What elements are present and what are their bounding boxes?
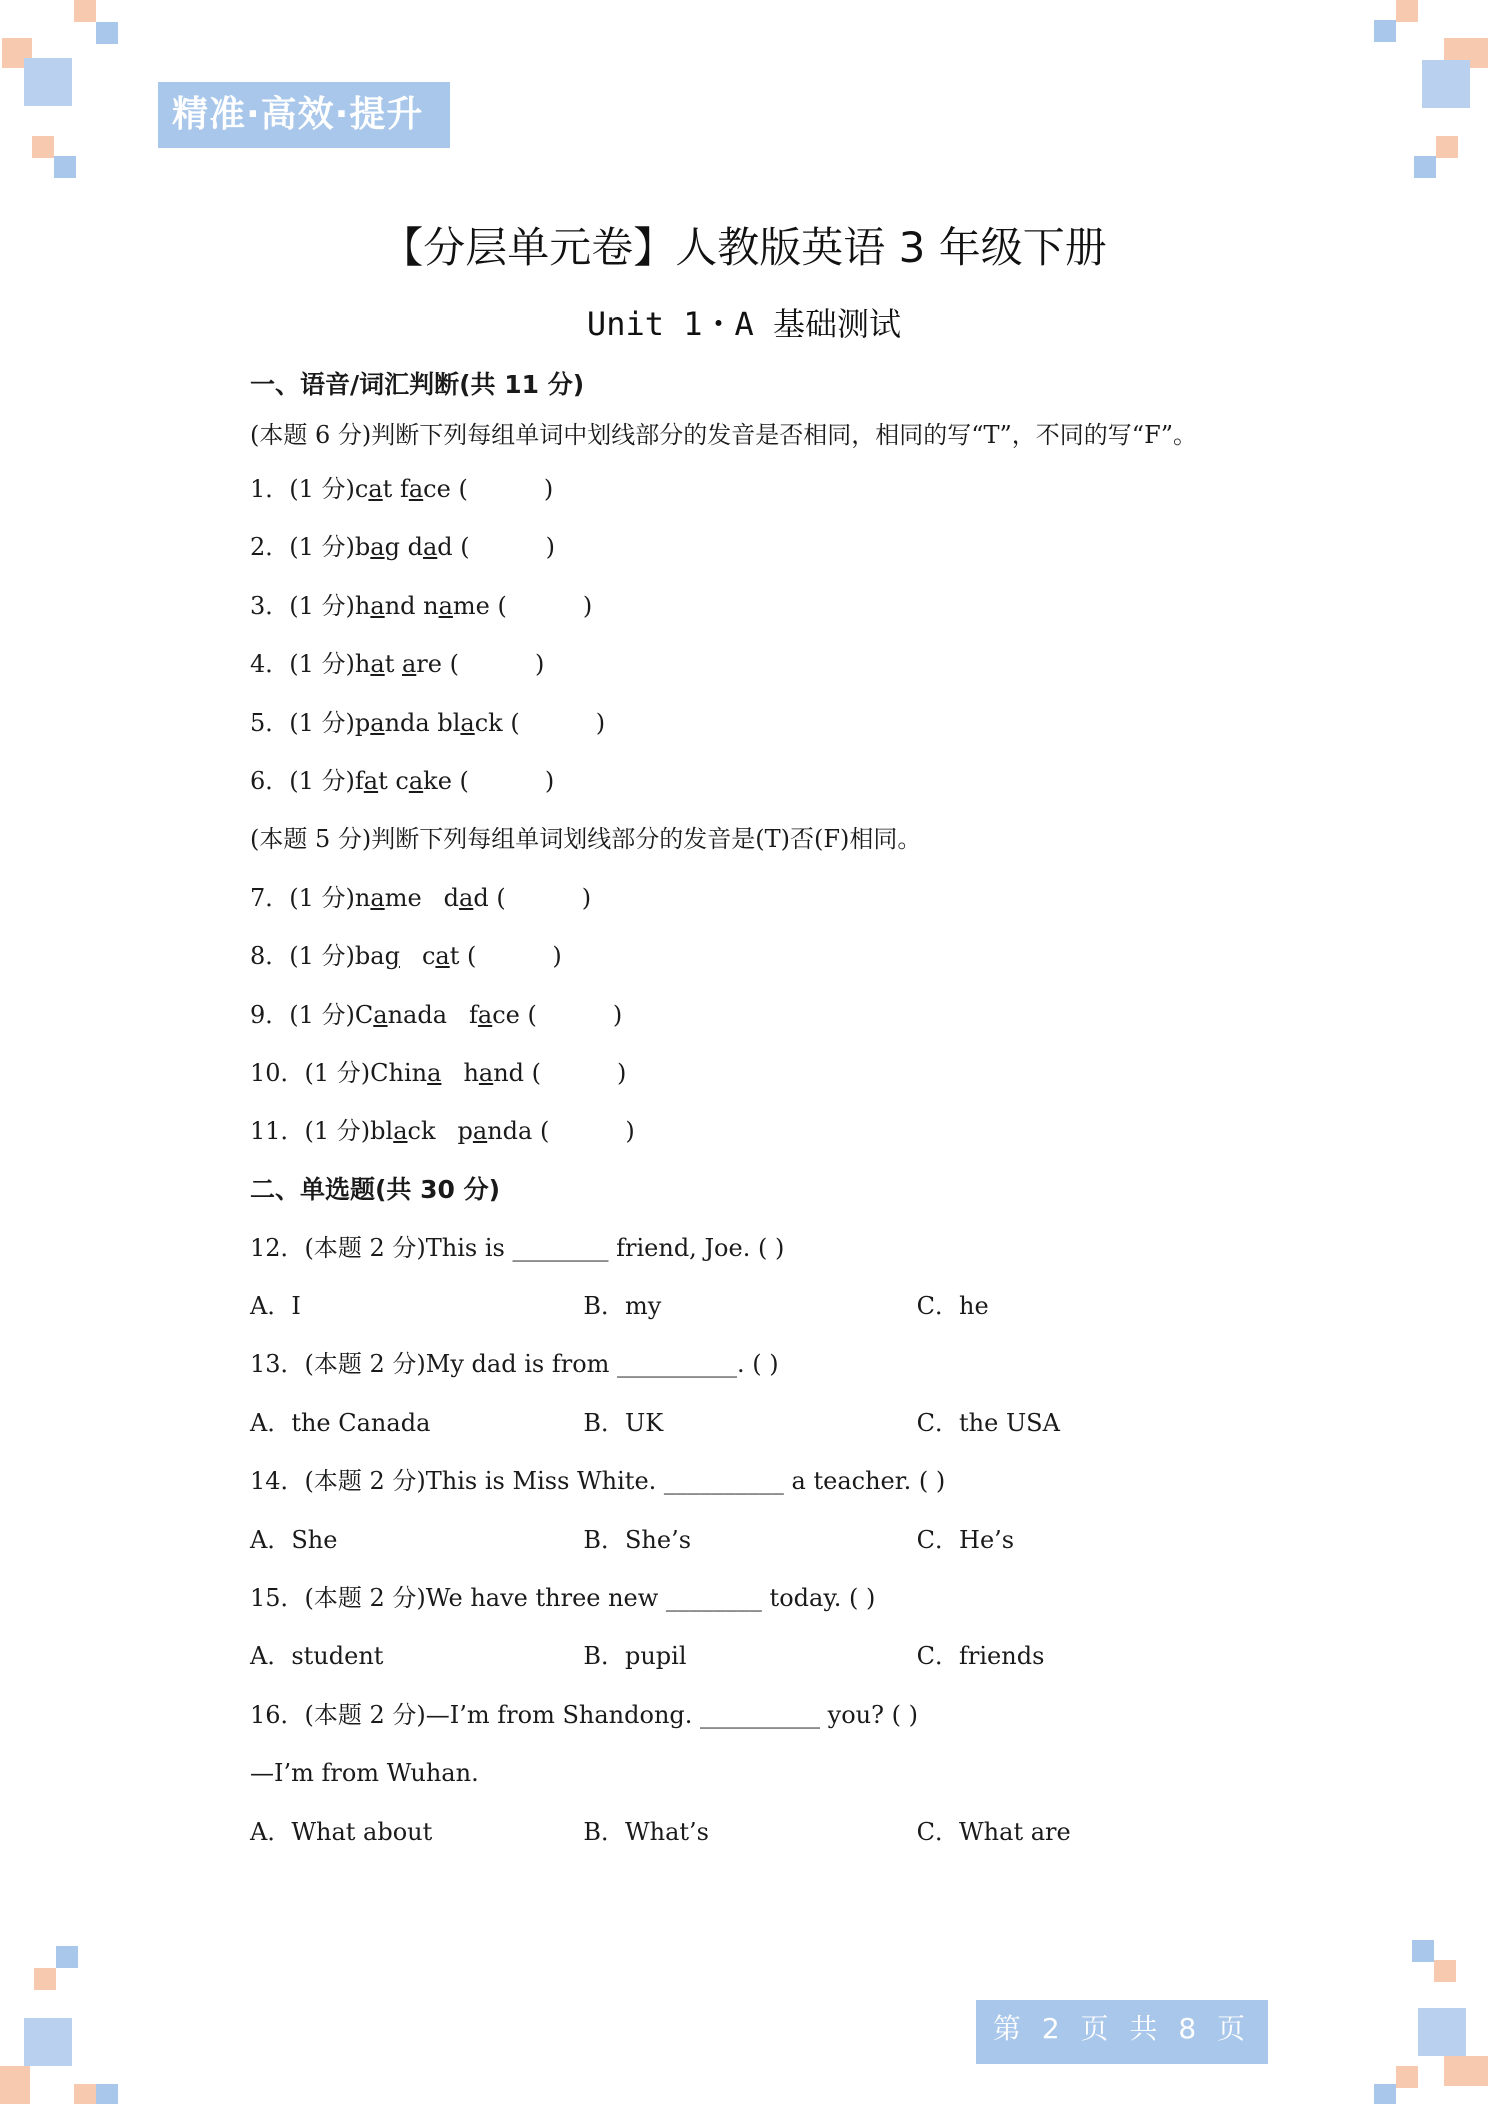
item-number: 8．(1 分) [250,942,355,971]
word-text: nd [493,1058,525,1087]
option-a[interactable]: A．the Canada [250,1408,431,1437]
option-a[interactable]: A．She [250,1525,338,1554]
word-text: n [415,591,439,620]
section-heading-choice: 二、单选题(共 30 分) [250,1174,501,1204]
paren-close: ) [534,650,545,679]
word-text: t [378,766,388,795]
option-c[interactable]: C．the USA [916,1408,1060,1437]
paren-close: ) [595,708,606,737]
phonics-item [250,460,1250,518]
phonics-item [250,752,1250,810]
word-text: ( [459,942,477,971]
phonics-item [250,869,1250,927]
question-stem: 15．(本题 2 分)We have three new ________ today. ( ) [250,1584,876,1613]
question-stem: 14．(本题 2 分)This is Miss White. __________ a teacher. ( ) [250,1467,946,1496]
underlined-letters: g [384,942,400,971]
item-number: 7．(1 分) [250,883,355,912]
phonics-item [250,927,1250,985]
underlined-letters: a [435,942,450,971]
underlined-letters: a [401,650,417,679]
item-number: 5．(1 分) [250,708,355,737]
word-text: ( [452,533,470,562]
word-text: f [354,766,364,795]
word-text: c [387,766,409,795]
underlined-letters: a [460,708,475,737]
option-row [250,1627,1250,1685]
underlined-letters: a [370,533,385,562]
phonics-item [250,577,1250,635]
question-stem: 16．(本题 2 分)—I’m from Shandong. __________ you? ( ) [250,1700,918,1729]
word-text: d [399,533,423,562]
item-number: 2．(1 分) [250,533,355,562]
word-text: d [437,533,453,562]
paren-close: ) [552,942,562,971]
word-text: nda [384,708,430,737]
paren-close: ) [544,766,555,795]
option-row [250,1277,1250,1335]
section-heading-phonics: 一、语音/词汇判断(共 11 分) [250,370,585,399]
item-number: 1．(1 分) [250,475,355,503]
option-c[interactable]: C．What are [916,1817,1071,1846]
paren-close: ) [545,533,556,562]
phonics-item [250,635,1250,693]
option-a[interactable]: A．What about [250,1817,433,1846]
underlined-letters: a [472,1117,488,1146]
word-text: g [384,533,400,562]
question-stem: 13．(本题 2 分)My dad is from __________. ( ) [250,1350,779,1379]
option-b[interactable]: B．my [583,1292,662,1321]
word-text: t [382,475,393,503]
question-stem-continued: —I’m from Wuhan. [250,1759,479,1788]
option-row [250,1511,1250,1569]
word-text: n [354,883,371,912]
paren-close: ) [617,1058,627,1087]
page-subtitle: Unit 1・A 基础测试 [586,305,902,343]
underlined-letters: a [363,766,379,795]
item-number: 9．(1 分) [250,1000,355,1029]
word-text: me [452,591,490,620]
word-text: t [384,650,395,679]
paren-close: ) [582,591,593,620]
underlined-letters: a [370,883,385,912]
word-text: Chin [370,1058,428,1087]
underlined-letters: a [478,1058,494,1087]
option-c[interactable]: C．he [916,1292,989,1321]
word-text: p [457,1117,473,1146]
option-row [250,1803,1250,1861]
word-text: ( [488,883,506,912]
word-text: ( [441,650,459,679]
underlined-letters: a [422,533,438,562]
word-text: bl [370,1117,394,1146]
paren-close: ) [543,475,554,503]
word-text: bl [429,708,461,737]
underlined-letters: a [408,475,424,503]
option-b[interactable]: B．UK [583,1408,664,1437]
phonics-list-part1 [250,460,1250,810]
word-text: h [354,591,371,620]
word-text: ( [451,766,469,795]
option-c[interactable]: C．He’s [916,1525,1015,1554]
word-text: ce [492,1000,520,1029]
word-text: nd [384,591,416,620]
instruction-text: (本题 6 分)判断下列每组单词中划线部分的发音是否相同，相同的写“T”，不同的写“F”。 [250,421,1197,449]
option-c[interactable]: C．friends [916,1642,1045,1671]
question-stem: 12．(本题 2 分)This is ________ friend, Joe. ( ) [250,1233,785,1262]
underlined-letters: a [370,591,385,620]
word-text: d [443,883,460,912]
paren-close: ) [612,1000,623,1029]
word-text: f [392,475,409,503]
word-text: ( [502,708,520,737]
option-b[interactable]: B．What’s [583,1817,709,1846]
phonics-item [250,1102,1250,1160]
item-number: 6．(1 分) [250,766,355,795]
word-text: t [449,942,460,971]
word-text: p [354,708,371,737]
word-text: ck [474,708,503,737]
phonics-item [250,518,1250,576]
instruction-text: (本题 5 分)判断下列每组单词划线部分的发音是(T)否(F)相同。 [250,825,922,854]
word-text: ( [532,1117,550,1146]
item-number: 10．(1 分) [250,1058,371,1087]
word-text [394,650,402,678]
underlined-letters: a [459,883,474,912]
underlined-letters: a [368,475,383,503]
word-text: C [354,1000,374,1029]
paren-close: ) [625,1117,635,1146]
option-b[interactable]: B．pupil [583,1642,687,1671]
page-number-badge: 第 2 页 共 8 页 [976,2000,1268,2064]
phonics-item [250,986,1250,1044]
paren-close: ) [581,883,592,912]
option-a[interactable]: A．student [250,1642,384,1671]
word-text: f [469,1000,478,1029]
word-text: nada [387,1000,448,1029]
phonics-list-part2 [250,869,1250,1161]
underlined-letters: a [438,591,453,620]
underlined-letters: a [370,708,385,737]
item-number: 3．(1 分) [250,591,355,620]
word-text: ( [519,1000,537,1029]
word-text: nda [487,1117,533,1146]
option-a[interactable]: A．I [250,1292,301,1321]
option-row [250,1394,1250,1452]
worksheet-body [250,360,1250,1861]
word-text: h [463,1058,479,1087]
item-number: 4．(1 分) [250,650,355,679]
underlined-letters: a [373,1000,388,1029]
phonics-item [250,1044,1250,1102]
word-text: d [473,883,489,912]
brand-banner: 精准·高效·提升 [158,82,450,148]
word-text: c [421,942,436,971]
underlined-letters: a [370,650,385,679]
page-title: 【分层单元卷】人教版英语 3 年级下册 [381,223,1107,272]
word-text: ( [489,591,507,620]
word-text: ( [450,475,468,503]
word-text: ba [354,942,385,971]
word-text: re [416,650,442,679]
underlined-letters: a [477,1000,493,1029]
word-text: h [354,650,371,679]
option-b[interactable]: B．She’s [583,1525,692,1554]
word-text: b [354,533,371,562]
item-number: 11．(1 分) [250,1117,371,1146]
word-text: ck [407,1117,436,1146]
word-text: ke [423,766,452,795]
word-text: c [354,475,369,503]
phonics-item [250,694,1250,752]
word-text: ce [423,475,451,503]
underlined-letters: a [393,1117,408,1146]
word-text: ( [524,1058,542,1087]
underlined-letters: a [408,766,424,795]
underlined-letters: a [427,1058,442,1087]
word-text: me [384,883,422,912]
question-list [250,1219,1250,1861]
